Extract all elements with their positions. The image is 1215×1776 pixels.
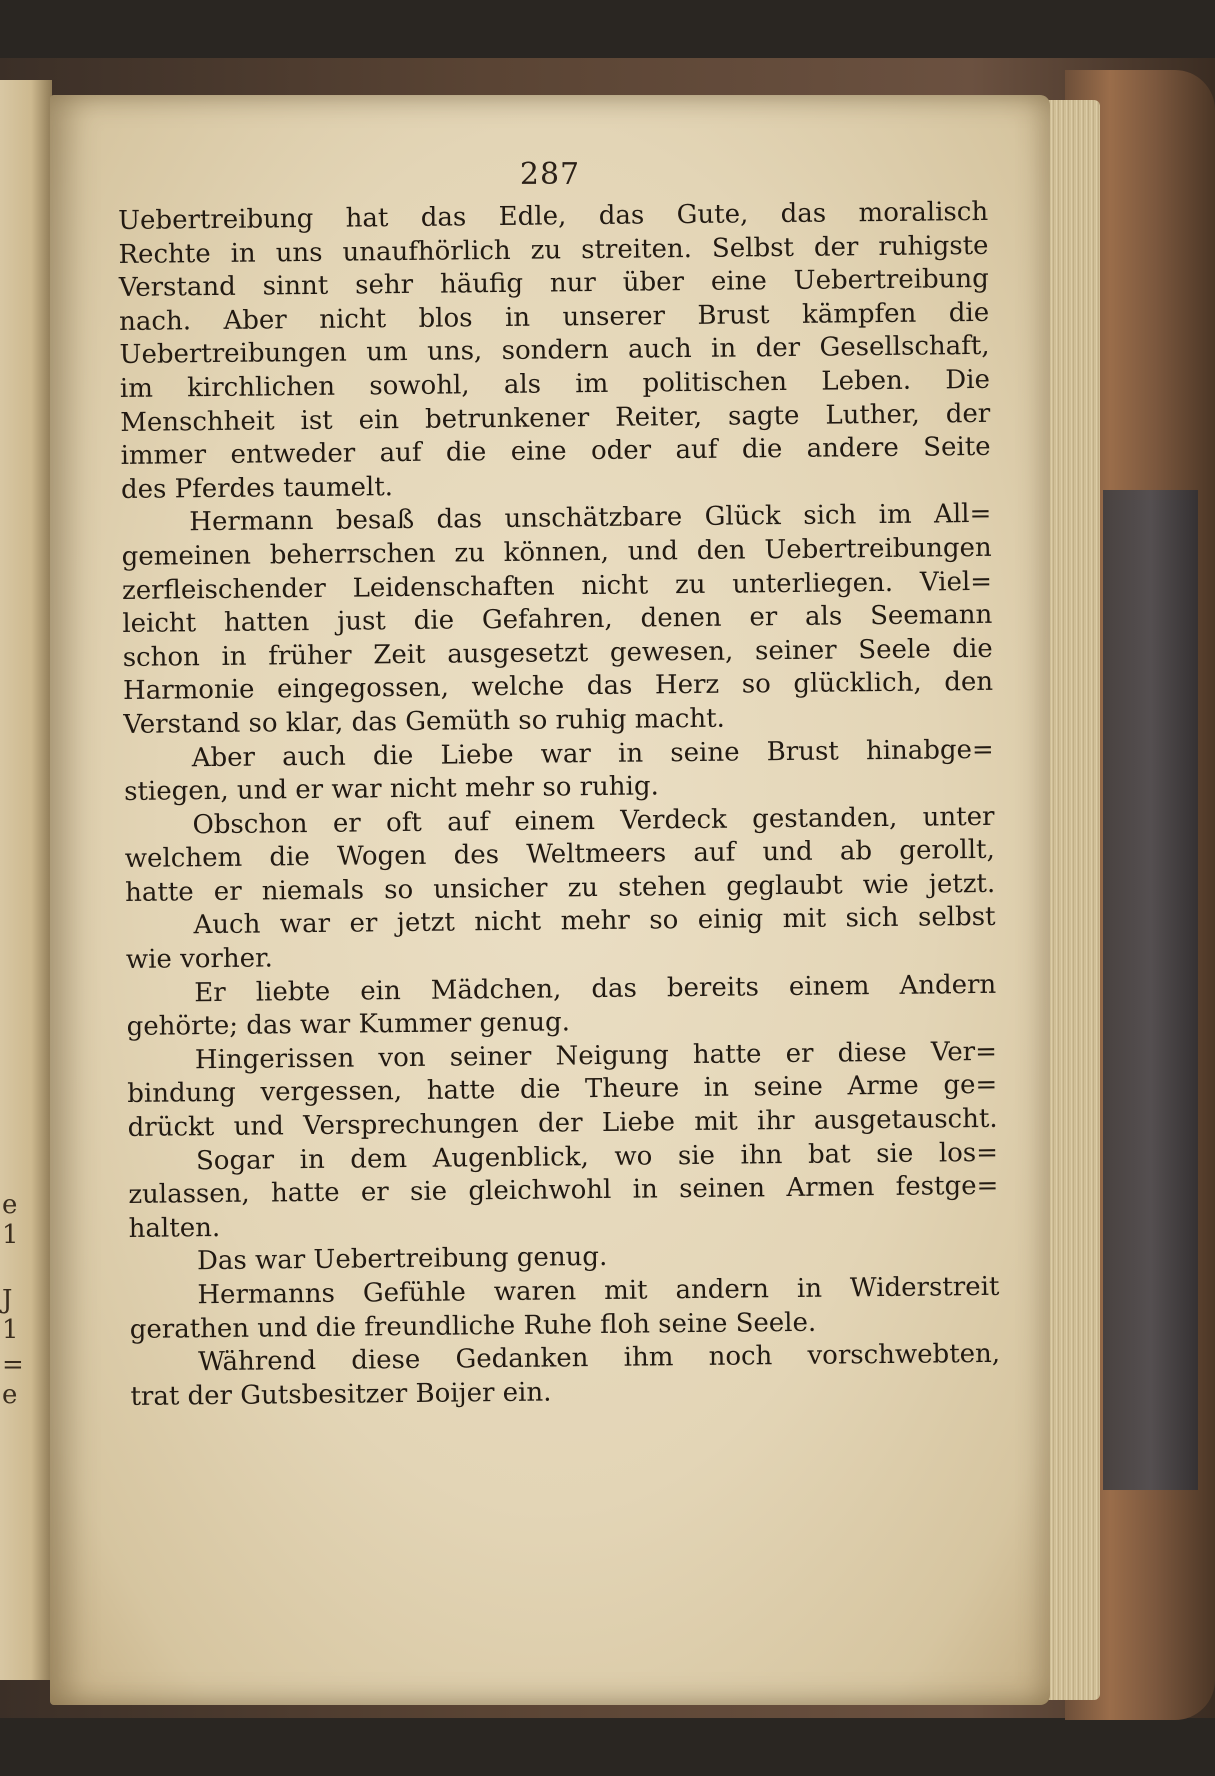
text-line: Uebertreibungen um uns, sondern auch in der Gesellschaft, [119,331,990,371]
text-line: immer entweder auf die eine oder auf die andere Seite [120,432,991,472]
text-line: Uebertreibung hat das Edle, das Gute, das moralisch [118,196,989,236]
margin-char: = [2,1350,24,1380]
text-line: Verstand sinnt sehr häufig nur über eine Uebertreibung [118,264,989,304]
margin-char: e [2,1190,18,1220]
text-line: Während diese Gedanken ihm noch vorschwebten, [197,1339,1001,1378]
book-page [50,95,1050,1705]
text-line: nach. Aber nicht blos in unserer Brust kämpfen die [119,297,990,337]
text-line: Er liebte ein Mädchen, das bereits einem Andern [194,969,997,1008]
text-line: Das war Uebertreibung genug. [196,1242,608,1277]
text-line: Sogar in dem Augenblick, wo sie ihn bat sie los= [195,1137,999,1176]
text-line: Aber auch die Liebe war in seine Brust hinabge= [191,734,994,773]
text-line: Auch war er jetzt nicht mehr so einig mit sich selbst [193,902,996,941]
text-line: Hingerissen von seiner Neigung hatte er diese Ver= [194,1036,998,1076]
margin-char: e [2,1380,18,1410]
text-line: bindung vergessen, hatte die Theure in seine Arme ge= [127,1070,998,1110]
text-line: leicht hatten just die Gefahren, denen er als Seemann [122,599,993,640]
text-line: Menschheit ist ein betrunkener Reiter, sagte Luther, der [120,398,991,438]
text-line: welchem die Wogen des Weltmeers auf und ab gerollt, [124,835,995,875]
text-line: schon in früher Zeit ausgesetzt gewesen, seiner Seele die [122,633,993,673]
margin-char: 1 [2,1315,19,1345]
text-line: Rechte in uns unaufhörlich zu streiten. Selbst der ruhigste [118,230,989,270]
text-line: hatte er niemals so unsicher zu stehen geglaubt wie jetzt. [125,868,996,908]
text-line: Harmonie eingegossen, welche das Herz so glücklich, den [122,667,994,707]
text-line: zulassen, hatte er sie gleichwohl in seinen Armen festge= [128,1171,999,1211]
text-line: halten. [128,1212,221,1244]
text-line: gerathen und die freundliche Ruhe floh seine Seele. [129,1307,817,1345]
page-number: 287 [519,157,581,192]
text-line: Hermanns Gefühle waren mit andern in Widerstreit [197,1271,1000,1311]
previous-page-strip [0,80,52,1680]
text-line: zerfleischender Leidenschaften nicht zu unterliegen. Viel= [121,566,993,606]
text-line: trat der Gutsbesitzer Boijer ein. [130,1377,552,1412]
margin-char: 1 [2,1220,19,1250]
text-line: Hermann besaß das unschätzbare Glück sich im All= [189,499,992,538]
margin-char: J [2,1285,13,1315]
page-text [118,196,1001,1414]
text-line: Verstand so klar, das Gemüth so ruhig macht. [123,703,726,740]
text-line: stiegen, und er war nicht mehr so ruhig. [123,771,659,808]
text-line: im kirchlichen sowohl, als im politischen Leben. Die [119,364,991,404]
text-line: gemeinen beherrschen zu können, und den Uebertreibungen [121,532,992,572]
text-line: des Pferdes taumelt. [120,471,394,505]
text-line: drückt und Versprechungen der Liebe mit ihr ausgetauscht. [127,1103,998,1143]
text-line: Obschon er oft auf einem Verdeck gestanden, unter [192,801,995,840]
text-line: wie vorher. [125,943,274,976]
text-line: gehörte; das war Kummer genug. [126,1007,571,1043]
